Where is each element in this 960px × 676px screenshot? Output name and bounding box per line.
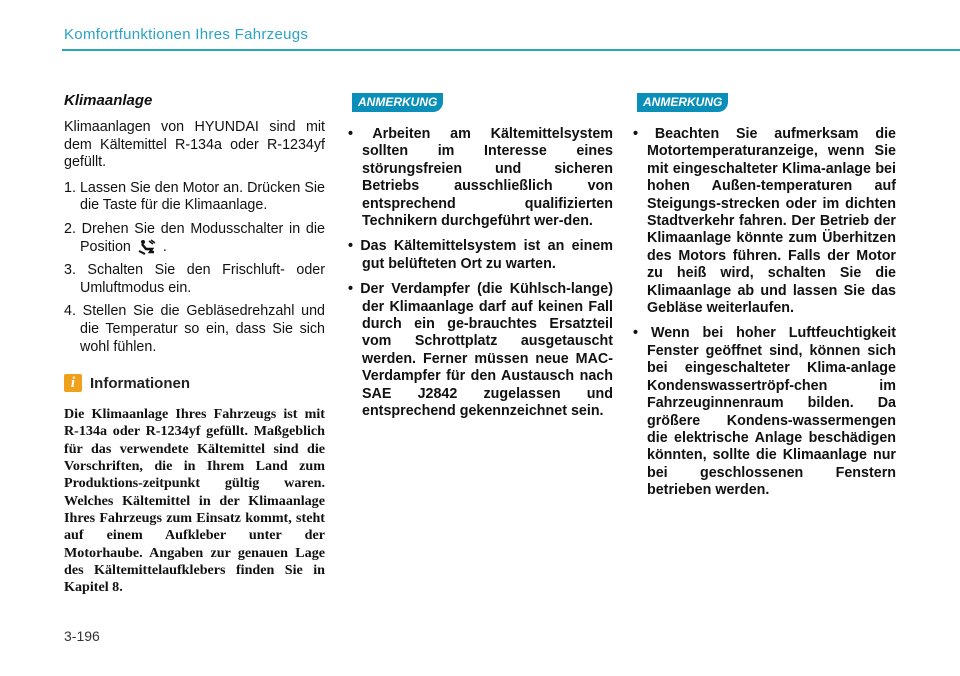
steps-list: [64, 180, 325, 356]
note-item: • Arbeiten am Kältemittelsystem sollten im Interesse eines störungsfreien und sicheren Betriebs ausschließlich von entsprechend qualifizierten Technikern durchgeführt wer-den.: [348, 126, 613, 230]
step-item: [64, 221, 325, 256]
header-rule: [62, 49, 960, 51]
step-item: 4. Stellen Sie die Gebläsedrehzahl und die Temperatur so ein, dass Sie sich wohl fühlen.: [64, 303, 325, 355]
note-badge: ANMERKUNG: [352, 93, 443, 112]
info-text: Die Klimaanlage Ihres Fahrzeugs ist mit R-134a oder R-1234yf gefüllt. Maßgeblich für das verwendete Kältemittel sind die Vorschriften, die in Ihrem Land zum Produktions-zeitpunkt gültig waren. Welches Kältemittel in der Klimaanlage Ihres Fahrzeugs zum Einsatz kommt, steht auf einem Aufkleber unter der Motorhaube. Angaben zur genauen Lage des Kältemittelaufklebers finden Sie in Kapitel 8.: [64, 406, 325, 596]
note-list: [633, 126, 896, 500]
left-column: [64, 90, 325, 596]
floor-mode-icon: [137, 239, 157, 255]
info-icon: i: [64, 374, 82, 392]
note-list: [348, 126, 613, 421]
chapter-header: Komfortfunktionen Ihres Fahrzeugs: [64, 26, 309, 43]
note-badge: ANMERKUNG: [637, 93, 728, 112]
step-text: 2. Drehen Sie den Modusschalter in die Position: [64, 220, 325, 255]
section-heading: Klimaanlage: [64, 92, 153, 109]
note-item: • Beachten Sie aufmerksam die Motortemperaturanzeige, wenn Sie mit eingeschalteter Klima-anlage bei hohen Außen-temperaturen auf Steigungs-strecken oder im dichten Stadtverkehr fahren. Der Betrieb der Klimaanlage könnte zum Überhitzen des Motors führen. Falls der Motor zu heiß wird, schalten Sie die Klimaanlage ab und lassen Sie das Gebläse weiterlaufen.: [633, 126, 896, 317]
middle-column: [348, 90, 613, 429]
step-suffix: .: [162, 238, 167, 255]
right-column: [633, 90, 896, 508]
note-item: • Wenn bei hoher Luftfeuchtigkeit Fenster geöffnet sind, können sich bei eingeschalteter Klima-anlage Kondenswassertröpf-chen im Fahrzeuginnenraum bilden. Da größere Kondens-wassermengen die elektrische Anlage beschädigen könnten, sollte die Klimaanlage nur bei geschlossenen Fenstern betrieben werden.: [633, 325, 896, 499]
intro-paragraph: Klimaanlagen von HYUNDAI sind mit dem Kältemittel R-134a oder R-1234yf gefüllt.: [64, 119, 325, 171]
info-heading: [64, 374, 325, 392]
page-number: 3-196: [64, 628, 100, 644]
info-title: Informationen: [90, 374, 190, 392]
step-item: 3. Schalten Sie den Frischluft- oder Umluftmodus ein.: [64, 262, 325, 296]
note-item: • Der Verdampfer (die Kühlsch-lange) der Klimaanlage darf auf keinen Fall durch ein ge-brauchtes Ersatzteil vom Schrottplatz ausgetauscht werden. Ferner müssen neue MAC-Verdampfer für den Austausch nach SAE J2842 zugelassen und entsprechend gekennzeichnet sein.: [348, 281, 613, 420]
note-item: • Das Kältemittelsystem ist an einem gut belüfteten Ort zu warten.: [348, 238, 613, 273]
step-item: 1. Lassen Sie den Motor an. Drücken Sie die Taste für die Klimaanlage.: [64, 179, 325, 214]
